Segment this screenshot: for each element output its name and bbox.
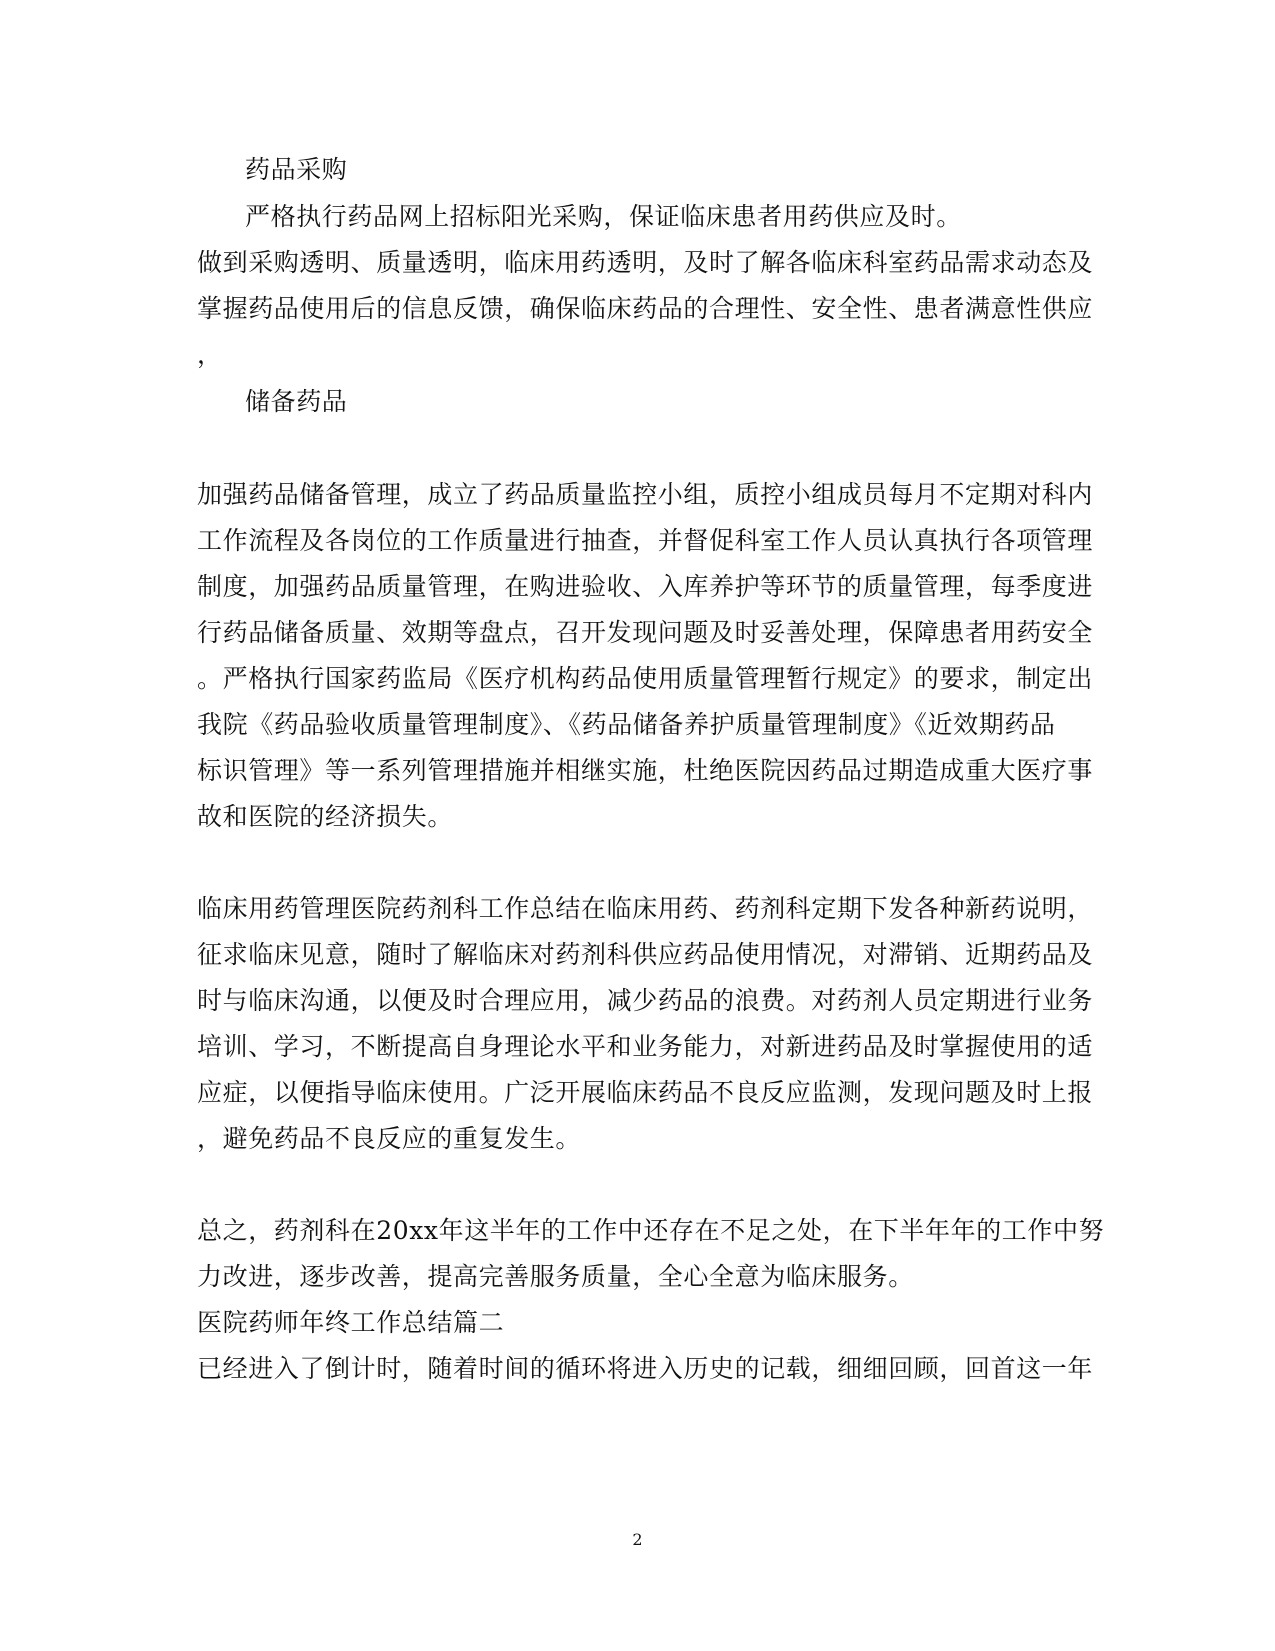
paragraph-line: 行药品储备质量、效期等盘点，召开发现问题及时妥善处理，保障患者用药安全 xyxy=(197,618,1094,647)
paragraph-line: 总之，药剂科在20xx年这半年的工作中还存在不足之处，在下半年年的工作中努 xyxy=(197,1216,1105,1245)
paragraph-line: 加强药品储备管理，成立了药品质量监控小组，质控小组成员每月不定期对科内 xyxy=(197,480,1094,509)
paragraph-line: 。严格执行国家药监局《医疗机构药品使用质量管理暂行规定》的要求，制定出 xyxy=(197,664,1094,693)
paragraph-line: 力改进，逐步改善，提高完善服务质量，全心全意为临床服务。 xyxy=(197,1262,914,1291)
paragraph-line: ， xyxy=(197,340,223,369)
paragraph-line: 掌握药品使用后的信息反馈，确保临床药品的合理性、安全性、患者满意性供应 xyxy=(197,294,1094,323)
paragraph-line: 临床用药管理医院药剂科工作总结在临床用药、药剂科定期下发各种新药说明， xyxy=(197,894,1094,923)
paragraph-line: 严格执行药品网上招标阳光采购，保证临床患者用药供应及时。 xyxy=(245,202,962,231)
paragraph-line: 征求临床见意，随时了解临床对药剂科供应药品使用情况，对滞销、近期药品及 xyxy=(197,940,1094,969)
paragraph-line: 故和医院的经济损失。 xyxy=(197,802,454,831)
paragraph-line: 工作流程及各岗位的工作质量进行抽查，并督促科室工作人员认真执行各项管理 xyxy=(197,526,1094,555)
page-number: 2 xyxy=(632,1530,643,1549)
subtitle-line: 医院药师年终工作总结篇二 xyxy=(197,1308,505,1337)
paragraph-line: 时与临床沟通，以便及时合理应用，减少药品的浪费。对药剂人员定期进行业务 xyxy=(197,986,1094,1015)
paragraph-line: 做到采购透明、质量透明，临床用药透明，及时了解各临床科室药品需求动态及 xyxy=(197,248,1094,277)
paragraph-line: 标识管理》等一系列管理措施并相继实施，杜绝医院因药品过期造成重大医疗事 xyxy=(197,756,1094,785)
section-heading-procurement: 药品采购 xyxy=(245,155,348,184)
paragraph-line: ，避免药品不良反应的重复发生。 xyxy=(197,1124,582,1153)
section-heading-storage: 储备药品 xyxy=(245,387,348,416)
paragraph-line: 培训、学习，不断提高自身理论水平和业务能力，对新进药品及时掌握使用的适 xyxy=(197,1032,1094,1061)
paragraph-line: 已经进入了倒计时，随着时间的循环将进入历史的记载，细细回顾，回首这一年 xyxy=(197,1354,1094,1383)
paragraph-line: 制度，加强药品质量管理，在购进验收、入库养护等环节的质量管理，每季度进 xyxy=(197,572,1094,601)
paragraph-line: 我院《药品验收质量管理制度》、《药品储备养护质量管理制度》《近效期药品 xyxy=(197,710,1056,739)
paragraph-line: 应症，以便指导临床使用。广泛开展临床药品不良反应监测，发现问题及时上报 xyxy=(197,1078,1094,1107)
